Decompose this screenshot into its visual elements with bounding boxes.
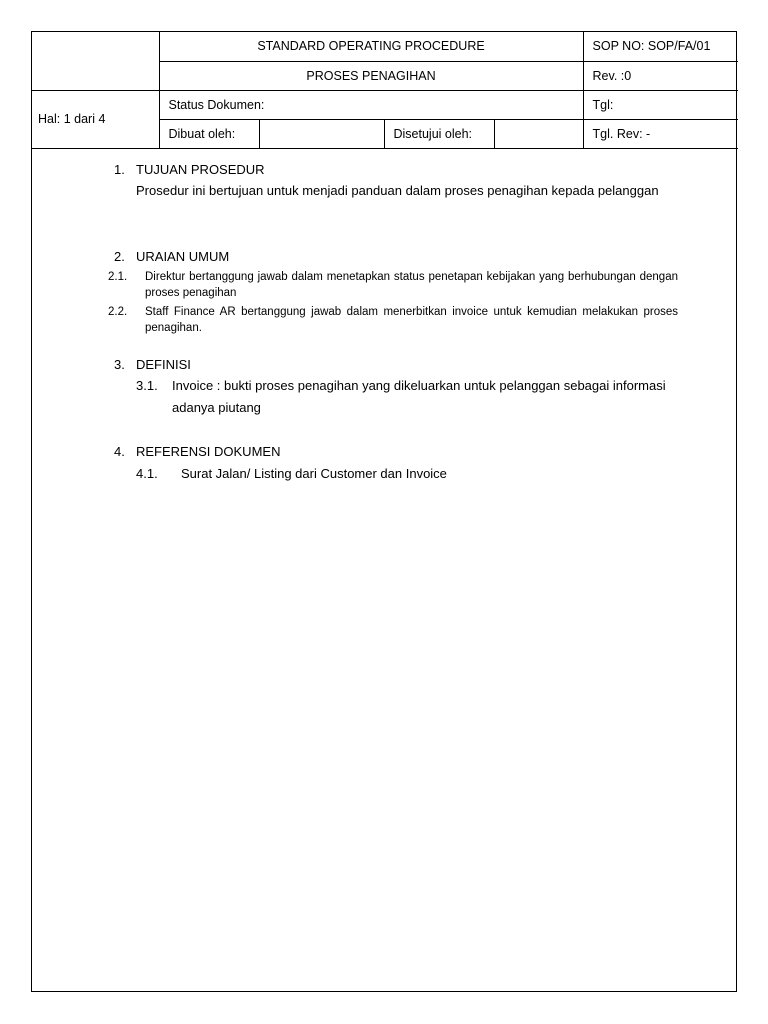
section-paragraph: Prosedur ini bertujuan untuk menjadi panduan dalam proses penagihan kepada pelanggan — [136, 183, 659, 198]
revision-number: Rev. :0 — [583, 61, 738, 90]
date-label: Tgl: — [583, 90, 738, 119]
section-heading — [114, 162, 265, 177]
list-item — [136, 375, 678, 419]
approved-by-label: Disetujui oleh: — [384, 119, 494, 148]
section-number: 2. — [114, 249, 125, 264]
section-number: 4. — [114, 444, 125, 459]
section-heading — [114, 444, 280, 459]
approved-by-value — [494, 119, 583, 148]
sop-title: STANDARD OPERATING PROCEDURE — [159, 32, 583, 61]
section-number: 1. — [114, 162, 125, 177]
item-number: 2.1. — [108, 271, 128, 283]
sop-header-table — [32, 32, 738, 149]
section-title: DEFINISI — [136, 357, 191, 372]
section-title: URAIAN UMUM — [136, 249, 230, 264]
list-item — [108, 269, 678, 301]
document-page — [31, 31, 737, 992]
item-number: 3.1. — [136, 378, 158, 393]
section-title: REFERENSI DOKUMEN — [136, 444, 281, 459]
item-number: 4.1. — [136, 466, 158, 481]
created-by-label: Dibuat oleh: — [159, 119, 259, 148]
list-item — [136, 463, 678, 485]
item-text: Staff Finance AR bertanggung jawab dalam menerbitkan invoice untuk kemudian melakukan proses penagihan. — [145, 306, 678, 334]
logo-cell — [32, 32, 159, 90]
item-text: Surat Jalan/ Listing dari Customer dan Invoice — [181, 466, 447, 481]
page-count: Hal: 1 dari 4 — [32, 90, 159, 148]
item-text: Direktur bertanggung jawab dalam menetapkan status penetapan kebijakan yang berhubungan dengan proses penagihan — [145, 271, 678, 299]
section-heading — [114, 249, 229, 264]
section-heading — [114, 357, 191, 372]
procedure-name: PROSES PENAGIHAN — [159, 61, 583, 90]
created-by-value — [259, 119, 384, 148]
item-text: Invoice : bukti proses penagihan yang dikeluarkan untuk pelanggan sebagai informasi adanya piutang — [172, 378, 666, 415]
sop-number: SOP NO: SOP/FA/01 — [583, 32, 738, 61]
item-number: 2.2. — [108, 306, 128, 318]
section-title: TUJUAN PROSEDUR — [136, 162, 265, 177]
section-number: 3. — [114, 357, 125, 372]
document-status-label: Status Dokumen: — [159, 90, 583, 119]
revision-date: Tgl. Rev: - — [583, 119, 738, 148]
list-item — [108, 304, 678, 336]
